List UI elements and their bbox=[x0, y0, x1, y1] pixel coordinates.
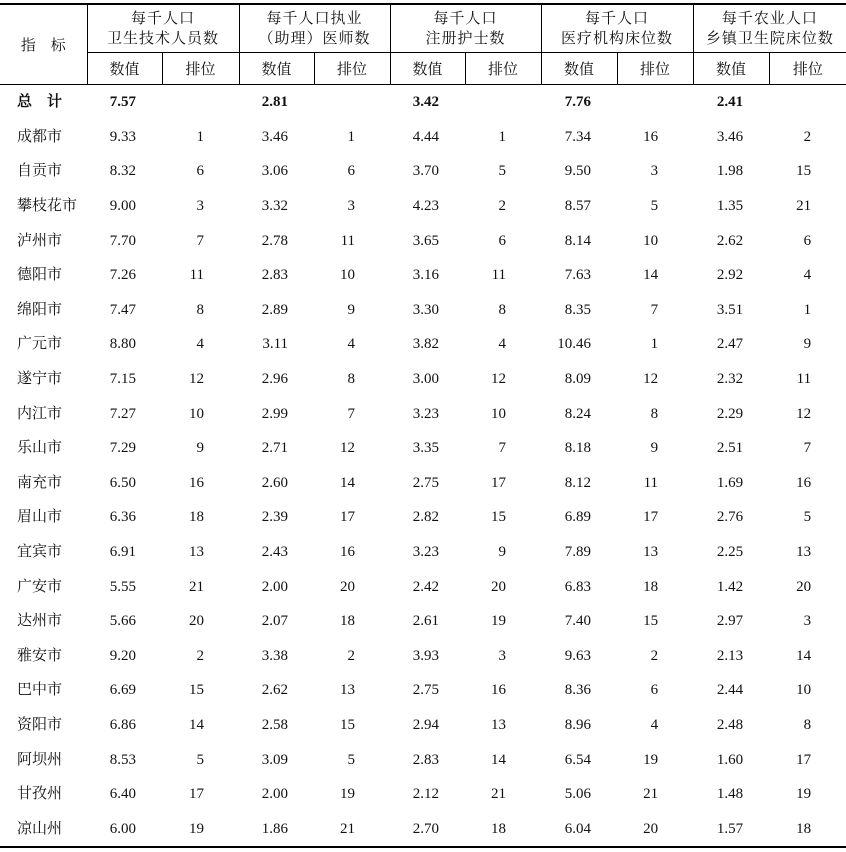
rank-cell: 15 bbox=[491, 509, 507, 526]
rank-cell: 5 bbox=[196, 751, 205, 768]
value-cell: 3.70 bbox=[412, 163, 440, 180]
rank-cell: 8 bbox=[803, 716, 812, 733]
value-cell: 2.12 bbox=[412, 786, 440, 803]
row-name: 内江市 bbox=[17, 405, 63, 422]
rank-cell: 1 bbox=[196, 128, 205, 145]
value-cell: 8.18 bbox=[564, 440, 592, 457]
rank-cell: 4 bbox=[196, 336, 205, 353]
rank-cell: 7 bbox=[650, 301, 659, 318]
rank-cell: 1 bbox=[498, 128, 507, 145]
rank-cell: 1 bbox=[803, 301, 812, 318]
value-cell: 2.82 bbox=[412, 509, 440, 526]
value-cell: 2.99 bbox=[261, 405, 289, 422]
rank-cell bbox=[314, 85, 390, 120]
subheader-rank: 排位 bbox=[617, 53, 693, 85]
rank-cell: 17 bbox=[643, 509, 659, 526]
rank-cell: 12 bbox=[643, 371, 659, 388]
group-header-line1: 每千人口 bbox=[131, 10, 196, 27]
rank-cell: 12 bbox=[340, 440, 356, 457]
rank-cell: 21 bbox=[189, 578, 205, 595]
table-row bbox=[0, 154, 846, 189]
row-name: 广安市 bbox=[17, 578, 63, 595]
group-header-physicians bbox=[239, 4, 390, 53]
rank-cell: 13 bbox=[643, 544, 659, 561]
table-row bbox=[0, 293, 846, 328]
value-cell: 2.62 bbox=[261, 682, 289, 699]
value-cell: 3.42 bbox=[412, 94, 440, 111]
value-cell: 9.00 bbox=[109, 198, 136, 215]
rank-cell: 9 bbox=[803, 336, 812, 353]
rank-cell bbox=[465, 85, 541, 120]
value-cell: 2.71 bbox=[261, 440, 289, 457]
value-cell: 1.86 bbox=[261, 820, 289, 837]
table-header bbox=[0, 4, 846, 85]
rank-cell: 6 bbox=[803, 232, 812, 249]
value-cell: 8.36 bbox=[564, 682, 592, 699]
rank-cell: 15 bbox=[189, 682, 205, 699]
value-cell: 3.46 bbox=[716, 128, 744, 145]
value-cell: 6.89 bbox=[564, 509, 592, 526]
value-cell: 7.47 bbox=[109, 301, 136, 318]
rank-cell bbox=[769, 85, 846, 120]
value-cell: 1.69 bbox=[716, 474, 744, 491]
value-cell: 8.12 bbox=[564, 474, 592, 491]
table-row bbox=[0, 604, 846, 639]
rank-cell: 19 bbox=[643, 751, 659, 768]
rank-cell: 14 bbox=[643, 267, 659, 284]
value-cell: 2.00 bbox=[261, 786, 289, 803]
value-cell: 2.62 bbox=[716, 232, 744, 249]
rank-cell: 13 bbox=[189, 544, 205, 561]
value-cell: 6.50 bbox=[109, 474, 136, 491]
value-cell: 7.15 bbox=[109, 371, 136, 388]
rank-cell: 13 bbox=[340, 682, 356, 699]
value-cell: 9.63 bbox=[564, 647, 592, 664]
value-cell: 2.25 bbox=[716, 544, 744, 561]
group-header-township-beds bbox=[693, 4, 846, 53]
rank-cell: 20 bbox=[491, 578, 507, 595]
value-cell: 2.51 bbox=[716, 440, 744, 457]
rank-cell: 20 bbox=[643, 820, 659, 837]
value-cell: 9.20 bbox=[109, 647, 136, 664]
value-cell: 7.26 bbox=[109, 267, 136, 284]
rank-cell: 18 bbox=[189, 509, 205, 526]
rank-cell: 3 bbox=[650, 163, 659, 180]
rank-cell: 18 bbox=[491, 820, 507, 837]
health-resources-table bbox=[0, 3, 846, 848]
rank-cell: 15 bbox=[796, 163, 812, 180]
rank-cell: 2 bbox=[498, 198, 507, 215]
table-row bbox=[0, 811, 846, 847]
rank-cell: 17 bbox=[340, 509, 356, 526]
value-cell: 8.32 bbox=[109, 163, 136, 180]
value-cell: 1.35 bbox=[716, 198, 744, 215]
table-row bbox=[0, 535, 846, 570]
value-cell: 6.54 bbox=[564, 751, 592, 768]
rank-cell: 17 bbox=[796, 751, 812, 768]
rank-cell: 3 bbox=[803, 613, 812, 630]
row-name: 南充市 bbox=[17, 474, 63, 491]
rank-cell: 10 bbox=[340, 267, 356, 284]
subheader-value: 数值 bbox=[239, 53, 314, 85]
value-cell: 8.80 bbox=[109, 336, 136, 353]
row-name: 泸州市 bbox=[17, 232, 63, 249]
value-cell: 7.34 bbox=[564, 128, 592, 145]
rank-cell: 11 bbox=[189, 267, 205, 284]
subheader-rank: 排位 bbox=[162, 53, 239, 85]
value-cell: 2.76 bbox=[716, 509, 744, 526]
rank-cell: 10 bbox=[189, 405, 205, 422]
rank-cell: 15 bbox=[340, 716, 356, 733]
value-cell: 3.06 bbox=[261, 163, 289, 180]
row-name: 广元市 bbox=[17, 336, 63, 353]
value-cell: 2.43 bbox=[261, 544, 289, 561]
value-cell: 7.40 bbox=[564, 613, 592, 630]
value-cell: 6.40 bbox=[109, 786, 136, 803]
value-cell: 2.83 bbox=[261, 267, 289, 284]
rank-cell: 8 bbox=[650, 405, 659, 422]
rank-cell: 18 bbox=[643, 578, 659, 595]
rank-cell: 20 bbox=[189, 613, 205, 630]
value-cell: 9.50 bbox=[564, 163, 592, 180]
value-cell: 8.35 bbox=[564, 301, 592, 318]
value-cell: 2.81 bbox=[261, 94, 289, 111]
table-row bbox=[0, 223, 846, 258]
rank-cell: 11 bbox=[796, 371, 812, 388]
value-cell: 1.48 bbox=[716, 786, 744, 803]
value-cell: 2.78 bbox=[261, 232, 289, 249]
value-cell: 8.96 bbox=[564, 716, 592, 733]
header-row-groups bbox=[0, 4, 846, 53]
value-cell: 5.55 bbox=[109, 578, 136, 595]
subheader-rank: 排位 bbox=[769, 53, 846, 85]
value-cell: 8.24 bbox=[564, 405, 592, 422]
group-header-line2: 注册护士数 bbox=[425, 30, 506, 47]
rank-cell: 4 bbox=[803, 267, 812, 284]
value-cell: 2.48 bbox=[716, 716, 744, 733]
value-cell: 2.29 bbox=[716, 405, 744, 422]
value-cell: 3.23 bbox=[412, 405, 440, 422]
value-cell: 6.91 bbox=[109, 544, 136, 561]
rank-cell: 2 bbox=[803, 128, 812, 145]
table-row bbox=[0, 431, 846, 466]
rank-cell: 21 bbox=[340, 820, 356, 837]
value-cell: 2.75 bbox=[412, 474, 440, 491]
rank-cell: 7 bbox=[803, 440, 812, 457]
subheader-rank: 排位 bbox=[314, 53, 390, 85]
value-cell: 2.42 bbox=[412, 578, 440, 595]
rank-cell: 12 bbox=[796, 405, 812, 422]
rank-cell: 7 bbox=[498, 440, 507, 457]
value-cell: 7.76 bbox=[564, 94, 592, 111]
rank-cell: 19 bbox=[189, 820, 205, 837]
value-cell: 1.57 bbox=[716, 820, 744, 837]
rank-cell: 14 bbox=[340, 474, 356, 491]
row-name: 乐山市 bbox=[17, 440, 63, 457]
rank-cell: 4 bbox=[650, 716, 659, 733]
value-cell: 2.47 bbox=[716, 336, 744, 353]
group-header-line2: 医疗机构床位数 bbox=[561, 30, 674, 47]
rank-cell: 5 bbox=[803, 509, 812, 526]
table-row bbox=[0, 708, 846, 743]
rank-cell: 5 bbox=[347, 751, 356, 768]
subheader-value: 数值 bbox=[693, 53, 769, 85]
value-cell: 6.04 bbox=[564, 820, 592, 837]
value-cell: 4.23 bbox=[412, 198, 440, 215]
value-cell: 7.57 bbox=[109, 94, 136, 111]
value-cell: 3.35 bbox=[412, 440, 440, 457]
rank-cell: 16 bbox=[491, 682, 507, 699]
subheader-value: 数值 bbox=[390, 53, 465, 85]
rank-cell: 6 bbox=[347, 163, 356, 180]
value-cell: 2.58 bbox=[261, 716, 289, 733]
value-cell: 1.60 bbox=[716, 751, 744, 768]
value-cell: 2.41 bbox=[716, 94, 744, 111]
rank-cell: 4 bbox=[498, 336, 507, 353]
row-name: 成都市 bbox=[17, 128, 63, 145]
rank-cell: 20 bbox=[340, 578, 356, 595]
value-cell: 7.63 bbox=[564, 267, 592, 284]
row-name: 宜宾市 bbox=[17, 544, 63, 561]
rank-cell: 16 bbox=[643, 128, 659, 145]
rank-cell: 19 bbox=[796, 786, 812, 803]
group-header-line1: 每千人口 bbox=[433, 10, 498, 27]
rank-cell bbox=[162, 85, 239, 120]
rank-cell: 4 bbox=[347, 336, 356, 353]
value-cell: 4.44 bbox=[412, 128, 440, 145]
value-cell: 3.38 bbox=[261, 647, 289, 664]
value-cell: 3.51 bbox=[716, 301, 744, 318]
rank-cell: 21 bbox=[796, 198, 812, 215]
rank-cell: 11 bbox=[491, 267, 507, 284]
value-cell: 2.83 bbox=[412, 751, 440, 768]
table-row-total bbox=[0, 85, 846, 120]
value-cell: 2.44 bbox=[716, 682, 744, 699]
value-cell: 2.75 bbox=[412, 682, 440, 699]
group-header-line1: 每千人口执业 bbox=[266, 10, 363, 27]
table-row bbox=[0, 742, 846, 777]
rank-cell: 3 bbox=[196, 198, 205, 215]
value-cell: 6.36 bbox=[109, 509, 136, 526]
table-row bbox=[0, 189, 846, 224]
row-name: 德阳市 bbox=[17, 267, 63, 284]
rank-cell: 2 bbox=[650, 647, 659, 664]
rank-cell: 18 bbox=[796, 820, 812, 837]
table-row bbox=[0, 120, 846, 155]
group-header-line2: 乡镇卫生院床位数 bbox=[705, 30, 834, 47]
value-cell: 2.92 bbox=[716, 267, 744, 284]
value-cell: 2.39 bbox=[261, 509, 289, 526]
table-row bbox=[0, 673, 846, 708]
table-row bbox=[0, 639, 846, 674]
rank-cell: 14 bbox=[189, 716, 205, 733]
rank-cell: 2 bbox=[347, 647, 356, 664]
rank-cell: 20 bbox=[796, 578, 812, 595]
row-name: 绵阳市 bbox=[17, 301, 63, 318]
rank-cell: 9 bbox=[498, 544, 507, 561]
row-name: 凉山州 bbox=[17, 820, 63, 837]
group-header-line1: 每千农业人口 bbox=[721, 10, 818, 27]
rank-cell: 8 bbox=[498, 301, 507, 318]
rank-cell: 13 bbox=[491, 716, 507, 733]
rank-cell: 3 bbox=[498, 647, 507, 664]
value-cell: 8.57 bbox=[564, 198, 592, 215]
rank-cell: 5 bbox=[650, 198, 659, 215]
row-name: 甘孜州 bbox=[17, 786, 63, 803]
value-cell: 1.42 bbox=[716, 578, 744, 595]
rank-cell: 3 bbox=[347, 198, 356, 215]
rank-cell: 12 bbox=[189, 371, 205, 388]
rank-cell: 6 bbox=[650, 682, 659, 699]
rank-cell: 7 bbox=[347, 405, 356, 422]
row-name: 资阳市 bbox=[17, 716, 63, 733]
rank-cell: 9 bbox=[196, 440, 205, 457]
rank-cell: 19 bbox=[491, 613, 507, 630]
table-body bbox=[0, 85, 846, 848]
value-cell: 2.13 bbox=[716, 647, 744, 664]
rank-cell: 16 bbox=[340, 544, 356, 561]
value-cell: 3.32 bbox=[261, 198, 289, 215]
value-cell: 2.97 bbox=[716, 613, 744, 630]
value-cell: 8.09 bbox=[564, 371, 592, 388]
group-header-nurses bbox=[390, 4, 541, 53]
table-row bbox=[0, 500, 846, 535]
rank-cell: 10 bbox=[491, 405, 507, 422]
table-row bbox=[0, 466, 846, 501]
value-cell: 3.30 bbox=[412, 301, 440, 318]
rank-cell: 8 bbox=[196, 301, 205, 318]
table-row bbox=[0, 258, 846, 293]
rank-cell: 19 bbox=[340, 786, 356, 803]
value-cell: 2.61 bbox=[412, 613, 440, 630]
rank-cell: 12 bbox=[491, 371, 507, 388]
value-cell: 2.89 bbox=[261, 301, 289, 318]
subheader-value: 数值 bbox=[87, 53, 162, 85]
row-name: 巴中市 bbox=[17, 682, 63, 699]
rank-cell: 10 bbox=[643, 232, 659, 249]
group-header-line2: （助理）医师数 bbox=[258, 30, 371, 47]
group-header-line2: 卫生技术人员数 bbox=[107, 30, 220, 47]
rank-cell: 17 bbox=[491, 474, 507, 491]
rank-cell: 11 bbox=[340, 232, 356, 249]
group-header-line1: 每千人口 bbox=[585, 10, 650, 27]
value-cell: 2.32 bbox=[716, 371, 744, 388]
value-cell: 1.98 bbox=[716, 163, 744, 180]
value-cell: 8.53 bbox=[109, 751, 136, 768]
group-header-hospital-beds bbox=[541, 4, 693, 53]
table-row bbox=[0, 327, 846, 362]
rank-cell: 16 bbox=[189, 474, 205, 491]
header-row-subcolumns bbox=[0, 53, 846, 85]
row-name: 自贡市 bbox=[17, 163, 63, 180]
rank-cell: 15 bbox=[643, 613, 659, 630]
value-cell: 7.27 bbox=[109, 405, 136, 422]
value-cell: 2.70 bbox=[412, 820, 440, 837]
rank-cell: 21 bbox=[643, 786, 659, 803]
indicator-header: 指 标 bbox=[0, 4, 87, 85]
rank-cell: 14 bbox=[491, 751, 507, 768]
value-cell: 6.00 bbox=[109, 820, 136, 837]
value-cell: 10.46 bbox=[557, 336, 592, 353]
value-cell: 3.46 bbox=[261, 128, 289, 145]
value-cell: 7.70 bbox=[109, 232, 136, 249]
value-cell: 6.86 bbox=[109, 716, 136, 733]
value-cell: 5.66 bbox=[109, 613, 136, 630]
subheader-value: 数值 bbox=[541, 53, 617, 85]
statistics-table-container bbox=[0, 3, 846, 848]
rank-cell: 21 bbox=[491, 786, 507, 803]
value-cell: 3.09 bbox=[261, 751, 289, 768]
table-row bbox=[0, 396, 846, 431]
row-name: 雅安市 bbox=[17, 647, 63, 664]
row-name: 阿坝州 bbox=[17, 751, 63, 768]
table-row bbox=[0, 569, 846, 604]
table-row bbox=[0, 777, 846, 812]
value-cell: 7.29 bbox=[109, 440, 136, 457]
rank-cell: 17 bbox=[189, 786, 205, 803]
rank-cell: 18 bbox=[340, 613, 356, 630]
rank-cell: 1 bbox=[650, 336, 659, 353]
value-cell: 2.96 bbox=[261, 371, 289, 388]
rank-cell: 6 bbox=[498, 232, 507, 249]
value-cell: 6.69 bbox=[109, 682, 136, 699]
value-cell: 2.00 bbox=[261, 578, 289, 595]
value-cell: 3.23 bbox=[412, 544, 440, 561]
value-cell: 3.11 bbox=[262, 336, 289, 353]
rank-cell: 9 bbox=[650, 440, 659, 457]
value-cell: 9.33 bbox=[109, 128, 136, 145]
value-cell: 2.60 bbox=[261, 474, 289, 491]
rank-cell: 2 bbox=[196, 647, 205, 664]
table-row bbox=[0, 362, 846, 397]
rank-cell: 14 bbox=[796, 647, 812, 664]
rank-cell bbox=[617, 85, 693, 120]
row-name: 达州市 bbox=[17, 613, 63, 630]
value-cell: 3.00 bbox=[412, 371, 440, 388]
subheader-rank: 排位 bbox=[465, 53, 541, 85]
rank-cell: 9 bbox=[347, 301, 356, 318]
value-cell: 3.93 bbox=[412, 647, 440, 664]
rank-cell: 11 bbox=[643, 474, 659, 491]
row-name: 眉山市 bbox=[17, 509, 63, 526]
rank-cell: 7 bbox=[196, 232, 205, 249]
value-cell: 3.65 bbox=[412, 232, 440, 249]
group-header-health-technicians bbox=[87, 4, 239, 53]
row-name: 遂宁市 bbox=[17, 371, 63, 388]
rank-cell: 16 bbox=[796, 474, 812, 491]
row-name: 攀枝花市 bbox=[17, 198, 78, 215]
value-cell: 2.94 bbox=[412, 716, 440, 733]
rank-cell: 8 bbox=[347, 371, 356, 388]
rank-cell: 13 bbox=[796, 544, 812, 561]
value-cell: 5.06 bbox=[564, 786, 592, 803]
value-cell: 3.16 bbox=[412, 267, 440, 284]
rank-cell: 1 bbox=[347, 128, 356, 145]
rank-cell: 10 bbox=[796, 682, 812, 699]
value-cell: 2.07 bbox=[261, 613, 289, 630]
value-cell: 6.83 bbox=[564, 578, 592, 595]
rank-cell: 5 bbox=[498, 163, 507, 180]
value-cell: 3.82 bbox=[412, 336, 440, 353]
rank-cell: 6 bbox=[196, 163, 205, 180]
value-cell: 8.14 bbox=[564, 232, 592, 249]
row-name: 总 计 bbox=[17, 94, 63, 111]
value-cell: 7.89 bbox=[564, 544, 592, 561]
